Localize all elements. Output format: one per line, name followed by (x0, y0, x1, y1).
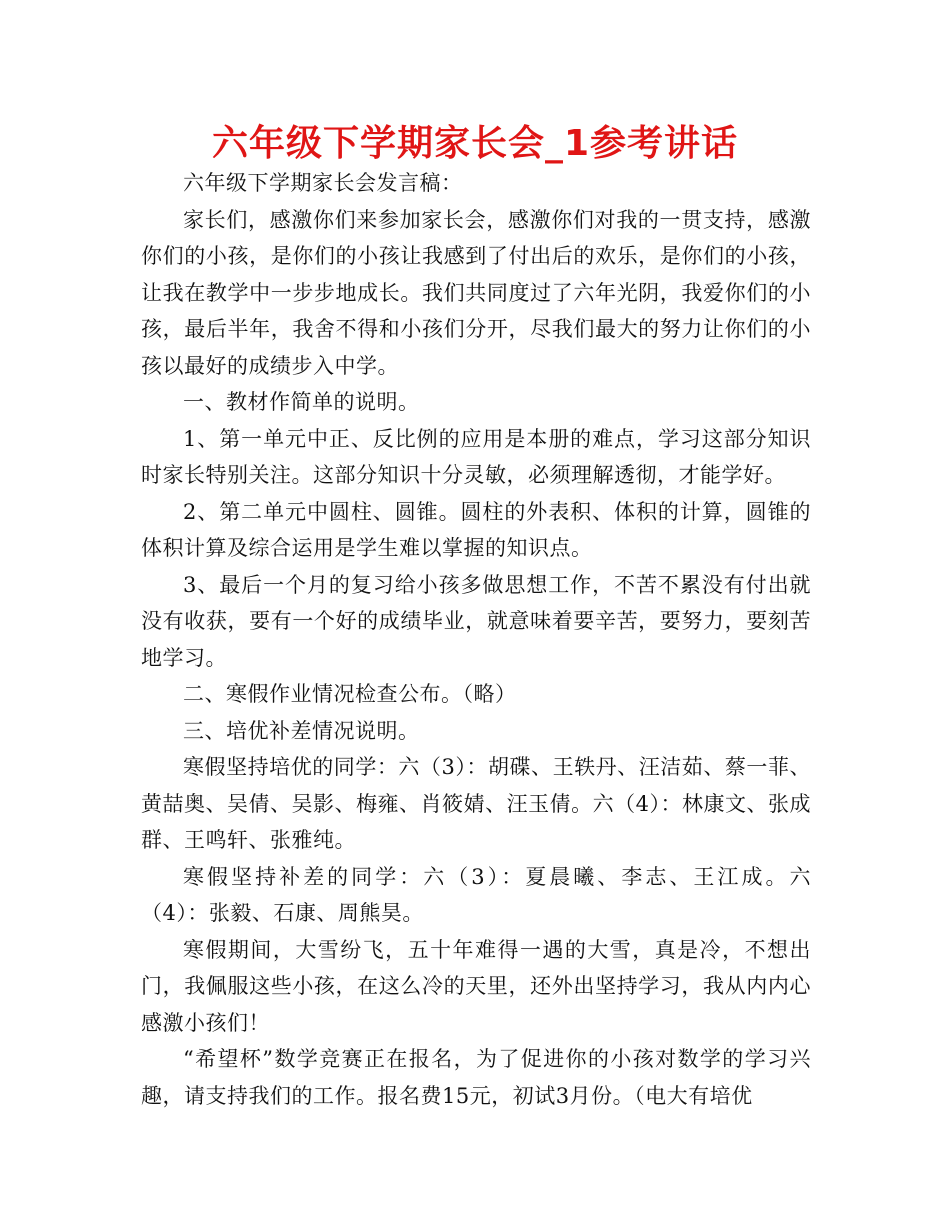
paragraph-winter-break: 寒假期间，大雪纷飞，五十年难得一遇的大雪，真是冷，不想出门，我佩服这些小孩，在这么冷的天里，还外出坚持学习，我从内内心感激小孩们！ (141, 937, 811, 1035)
paragraph-greeting-heading: 六年级下学期家长会发言稿： (183, 171, 463, 195)
section-heading-tutoring: 三、培优补差情况说明。 (183, 718, 420, 743)
section-heading-textbook: 一、教材作简单的说明。 (183, 390, 420, 414)
paragraph-unit-2: 2、第二单元中圆柱、圆锥。圆柱的外表积、体积的计算，圆锥的体积计算及综合运用是学生难以掌握的知识点。 (141, 499, 811, 560)
document-body (141, 165, 811, 1114)
paragraph-advanced-students: 寒假坚持培优的同学：六（3）：胡碟、王轶丹、汪洁茹、蔡一菲、黄喆奥、吴倩、吴影、梅雍、肖筱婧、汪玉倩。六（4）：林康文、张成群、王鸣轩、张雅纯。 (141, 755, 811, 852)
paragraph-opening: 家长们，感激你们来参加家长会，感激你们对我的一贯支持，感激你们的小孩，是你们的小孩让我感到了付出后的欢乐，是你们的小孩，让我在教学中一步步地成长。我们共同度过了六年光阴，我爱你们的小孩，最后半年，我舍不得和小孩们分开，尽我们最大的努力让你们的小孩以最好的成绩步入中学。 (141, 207, 811, 378)
section-heading-homework: 二、寒假作业情况检查公布。（略） (183, 682, 517, 706)
document-title: 六年级下学期家长会_1参考讲话 (211, 123, 739, 164)
paragraph-review: 3、最后一个月的复习给小孩多做思想工作，不苦不累没有付出就没有收获，要有一个好的成绩毕业，就意味着要辛苦，要努力，要刻苦地学习。 (141, 572, 811, 670)
paragraph-unit-1: 1、第一单元中正、反比例的应用是本册的难点，学习这部分知识时家长特别关注。这部分知识十分灵敏，必须理解透彻，才能学好。 (141, 426, 811, 487)
paragraph-math-contest: “希望杯”数学竞赛正在报名，为了促进你的小孩对数学的学习兴趣，请支持我们的工作。报名费15元，初试3月份。（电大有培优 (141, 1047, 811, 1108)
paragraph-remedial-students: 寒假坚持补差的同学：六（3）：夏晨曦、李志、王江成。六（4）：张毅、石康、周熊昊。 (141, 864, 811, 925)
